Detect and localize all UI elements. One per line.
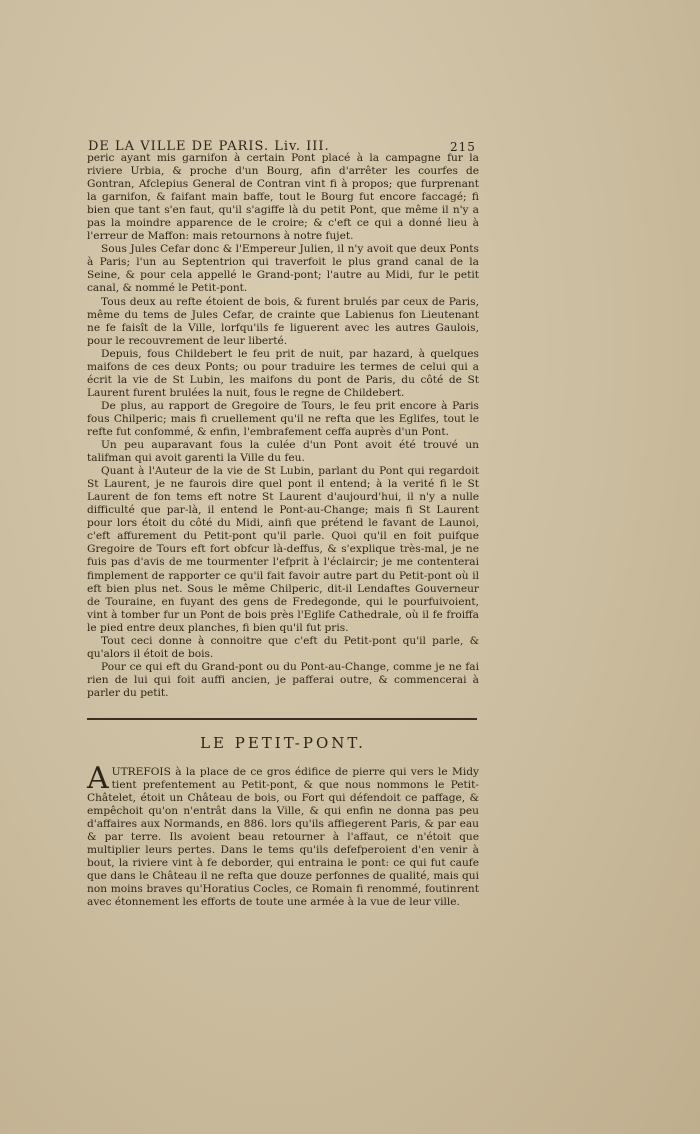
paragraph-5: De plus, au rapport de Gregoire de Tours, le feu prit encore à Paris fous Chilperic; mais fi cruellement qu'il ne refta que les Eglifes, tout le refte fut confommé, & enfin, l'embrafement ceffa auprès d'un Pont. <box>87 399 479 438</box>
paragraph-7: Quant à l'Auteur de la vie de St Lubin, parlant du Pont qui regardoit St Laurent, je ne faurois dire quel pont il entend; à la verité fi le St Laurent de fon tems eft notre St Laurent d'aujourd'hui, il n'y a nulle difficulté que par-là, il entend le Pont-au-Change; mais fi St Laurent pour lors étoit du côté du Midi, ainfi que prétend le favant de Launoi, c'eft affurement du Petit-pont qu'il parle. Quoi qu'il en foit puifque Gregoire de Tours eft fort obfcur là-deffus, & s'explique très-mal, je ne fuis pas d'avis de me tourmenter l'efprit à l'éclaircir; je me contenterai fimplement de rapporter ce qu'il fait favoir autre part du Petit-pont où il eft bien plus net. Sous le même Chilperic, dit-il Lendaftes Gouverneur de Touraine, en fuyant des gens de Fredegonde, qui le pourfuivoient, vint à tomber fur un Pont de bois près l'Eglife Cathedrale, où il fe froiffa le pied entre deux planches, fi bien qu'il fut pris. <box>87 465 479 634</box>
paragraph-1: peric ayant mis garnifon à certain Pont placé à la campagne fur la riviere Urbia, & proche d'un Bourg, afin d'arrêter les courfes de Gontran, Afclepius General de Contran vint fi à propos; que furprenant la garnifon, & faifant main baffe, tout le Bourg fut encore faccagé; fi bien que tant s'en faut, qu'il s'agiffe là du petit Pont, que même il n'y a pas la moindre apparence de le croire; & c'eft ce qui a donné lieu à l'erreur de Maffon: mais retournons à notre fujet. <box>87 152 479 243</box>
body-text <box>87 152 479 700</box>
paragraph-8: Tout ceci donne à connoitre que c'eft du Petit-pont qu'il parle, & qu'alors il étoit de bois. <box>87 634 479 660</box>
paragraph-3: Tous deux au refte étoient de bois, & furent brulés par ceux de Paris, même du tems de Jules Cefar, de crainte que Labienus fon Lieutenant ne fe faisît de la Ville, lorfqu'ils fe liguerent avec les autres Gaulois, pour le recouvrement de leur liberté. <box>87 295 479 347</box>
section-body <box>87 761 479 910</box>
page-number: 215 <box>450 140 476 154</box>
section-title: LE PETIT-PONT. <box>200 734 366 752</box>
paragraph-9: Pour ce qui eft du Grand-pont ou du Pont-au-Change, comme je ne fai rien de lui qui foit auffi ancien, je pafferai outre, & commencerai à parler du petit. <box>87 660 479 699</box>
paragraph-4: Depuis, fous Childebert le feu prit de nuit, par hazard, à quelques maifons de ces deux Ponts; ou pour traduire les termes de celui qui a écrit la vie de St Lubin, les maifons du pont de Paris, du côté de St Laurent furent brulées la nuit, fous le regne de Childebert. <box>87 347 479 399</box>
section-text: UTREFOIS à la place de ce gros édifice de pierre qui vers le Midy tient prefentement au Petit-pont, & que nous nommons le Petit-Châtelet, étoit un Château de bois, ou Fort qui défendoit ce paffage, & empêchoit qu'on n'entrât dans la Ville, & qui enfin ne donna pas peu d'affaires aux Normands, en 886. lors qu'ils affiegerent Paris, & par eau & par terre. Ils avoient beau retourner à l'affaut, ce n'étoit que multiplier leurs pertes. Dans le tems qu'ils defefperoient d'en venir à bout, la riviere vint à fe deborder, qui entraina le pont: ce qui fut caufe que dans le Château il ne refta que douze perfonnes de qualité, mais qui non moins braves qu'Horatius Cocles, ce Romain fi renommé, foutinrent avec étonnement les efforts de toute une armée à la vue de leur ville. <box>87 766 479 909</box>
running-title: DE LA VILLE DE PARIS. Liv. III. <box>88 139 330 154</box>
paragraph-6: Un peu auparavant fous la culée d'un Pont avoit été trouvé un talifman qui avoit garenti la Ville du feu. <box>87 439 479 465</box>
drop-cap: A <box>87 761 109 796</box>
section-divider <box>87 718 477 720</box>
paragraph-2: Sous Jules Cefar donc & l'Empereur Julien, il n'y avoit que deux Ponts à Paris; l'un au Septentrion qui traverfoit le plus grand canal de la Seine, & pour cela appellé le Grand-pont; l'autre au Midi, fur le petit canal, & nommé le Petit-pont. <box>87 243 479 295</box>
